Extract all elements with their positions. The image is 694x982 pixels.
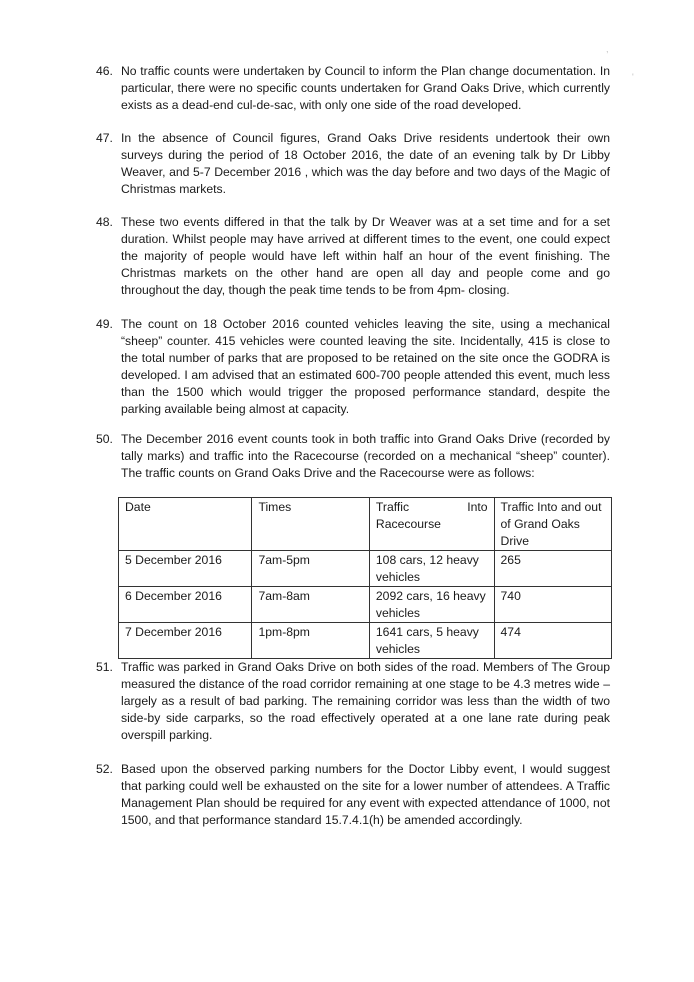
paragraph-number: 52. (96, 762, 113, 776)
table-row (119, 623, 612, 659)
scan-speck: , (606, 44, 609, 54)
paragraph-text: No traffic counts were undertaken by Council to inform the Plan change documentation. In particular, there were no specific counts undertaken for Grand Oaks Drive, which currently exists as a dead-end cul-de-sac, with only one side of the road developed. (121, 64, 610, 112)
header-racecourse (369, 498, 494, 551)
traffic-counts-table (118, 497, 612, 659)
paragraph-50 (96, 431, 610, 482)
paragraph-number: 50. (96, 432, 113, 446)
header-date: Date (119, 498, 252, 551)
cell-racecourse: 2092 cars, 16 heavy vehicles (369, 587, 494, 623)
cell-date: 7 December 2016 (119, 623, 252, 659)
header-racecourse-line2: Racecourse (375, 517, 441, 531)
header-racecourse-word: Into (467, 500, 488, 514)
scan-speck: ' (632, 72, 634, 82)
paragraph-number: 46. (96, 64, 113, 78)
cell-times: 7am-8am (252, 587, 369, 623)
table-row (119, 587, 612, 623)
cell-grand-oaks: 265 (494, 551, 611, 587)
paragraph-47 (96, 130, 610, 198)
paragraph-48 (96, 214, 610, 299)
paragraph-52 (96, 761, 610, 829)
paragraph-text: In the absence of Council figures, Grand Oaks Drive residents undertook their own surveys during the period of 18 October 2016, the date of an evening talk by Dr Libby Weaver, and 5-7 December 2016 , which was the day before and two days of the Magic of Christmas markets. (121, 131, 610, 196)
paragraph-49 (96, 316, 610, 418)
cell-times: 7am-5pm (252, 551, 369, 587)
cell-times: 1pm-8pm (252, 623, 369, 659)
cell-racecourse: 108 cars, 12 heavy vehicles (369, 551, 494, 587)
cell-date: 5 December 2016 (119, 551, 252, 587)
cell-grand-oaks: 740 (494, 587, 611, 623)
cell-date: 6 December 2016 (119, 587, 252, 623)
paragraph-number: 51. (96, 660, 113, 674)
paragraph-46 (96, 63, 610, 114)
paragraph-51 (96, 659, 610, 744)
header-grand-oaks: Traffic Into and out of Grand Oaks Drive (494, 498, 611, 551)
paragraph-text: Based upon the observed parking numbers for the Doctor Libby event, I would suggest that parking could well be exhausted on the site for a lower number of attendees. A Traffic Management Plan should be required for any event with expected attendance of 1000, not 1500, and that performance standard 15.7.4.1(h) be amended accordingly. (121, 762, 610, 827)
paragraph-number: 47. (96, 131, 113, 145)
paragraph-text: The December 2016 event counts took in both traffic into Grand Oaks Drive (recorded by tally marks) and traffic into the Racecourse (recorded on a mechanical “sheep” counter). The traffic counts on Grand Oaks Drive and the Racecourse were as follows: (121, 432, 610, 480)
cell-grand-oaks: 474 (494, 623, 611, 659)
header-times: Times (252, 498, 369, 551)
table-row (119, 551, 612, 587)
paragraph-number: 48. (96, 215, 113, 229)
paragraph-text: These two events differed in that the talk by Dr Weaver was at a set time and for a set duration. Whilst people may have arrived at different times to the event, one could expect the majority of people would have left within half an hour of the event finishing. The Christmas markets on the other hand are open all day and people come and go throughout the day, though the peak time tends to be from 4pm- closing. (121, 215, 610, 297)
paragraph-number: 49. (96, 317, 113, 331)
table-header-row (119, 498, 612, 551)
cell-racecourse: 1641 cars, 5 heavy vehicles (369, 623, 494, 659)
paragraph-text: Traffic was parked in Grand Oaks Drive on both sides of the road. Members of The Group measured the distance of the road corridor remaining at one stage to be 4.3 metres wide – largely as a result of bad parking. The remaining corridor was less than the width of two side-by side carparks, so the road effectively operated at a one lane rate during peak overspill parking. (121, 660, 610, 742)
header-racecourse-word: Traffic (375, 500, 410, 514)
paragraph-text: The count on 18 October 2016 counted vehicles leaving the site, using a mechanical “sheep” counter. 415 vehicles were counted leaving the site. Incidentally, 415 is close to the total number of parks that are proposed to be retained on the site once the GODRA is developed. I am advised that an estimated 600-700 people attended this event, much less than the 1500 which would trigger the proposed performance standard, despite the parking available being almost at capacity. (121, 317, 610, 416)
